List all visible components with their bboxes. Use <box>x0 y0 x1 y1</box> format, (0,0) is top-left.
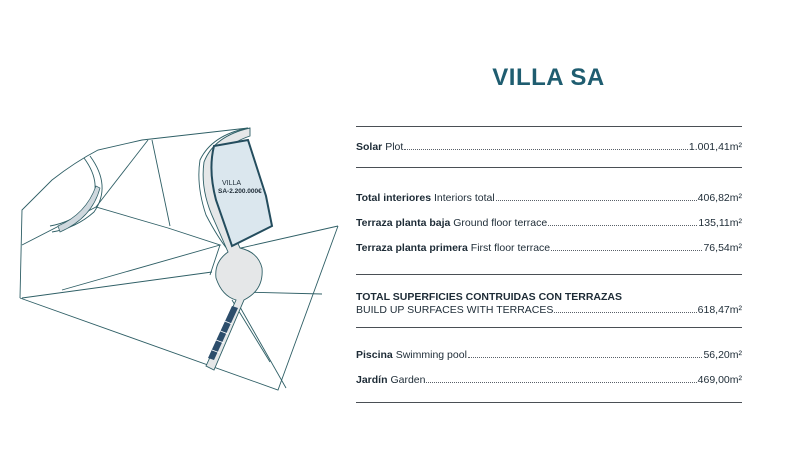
row-label: Terraza planta primera <box>356 242 468 254</box>
total-value: 618,47m² <box>697 304 742 316</box>
row-label: Piscina <box>356 349 393 361</box>
divider <box>356 327 742 328</box>
row-label: Jardín <box>356 374 388 386</box>
row-piscina <box>356 345 742 361</box>
total-label-en: BUILD UP SURFACES WITH TERRACES <box>356 304 554 316</box>
row-label-en: Garden <box>390 374 426 386</box>
row-label: Terraza planta baja <box>356 217 451 229</box>
row-value: 406,82m² <box>697 192 742 204</box>
pool-strip <box>208 306 238 360</box>
row-value: 469,00m² <box>697 374 742 386</box>
row-interiores <box>356 188 742 204</box>
total-heading: TOTAL SUPERFICIES CONTRUIDAS CON TERRAZAS <box>356 291 623 303</box>
row-label: Solar <box>356 141 383 153</box>
row-solar <box>356 137 742 153</box>
villa-price-label: SA-2.200.000€ <box>218 188 262 195</box>
divider <box>356 126 742 127</box>
row-label-en: First floor terrace <box>470 242 551 254</box>
row-value: 76,54m² <box>703 242 742 254</box>
site-plan <box>0 0 350 463</box>
page-title: VILLA SA <box>492 64 605 91</box>
divider <box>356 167 742 168</box>
row-label-en: Interiors total <box>434 192 495 204</box>
row-value: 56,20m² <box>703 349 742 361</box>
row-jardin <box>356 370 742 386</box>
landscape-feature <box>58 186 100 232</box>
row-terraza-primera <box>356 238 742 254</box>
divider <box>356 402 742 403</box>
row-total <box>356 300 742 316</box>
row-label: Total interiores <box>356 192 432 204</box>
row-value: 1.001,41m² <box>688 141 742 153</box>
row-label-en: Ground floor terrace <box>453 217 548 229</box>
row-value: 135,11m² <box>698 217 742 229</box>
row-label-en: Swimming pool <box>395 349 467 361</box>
row-terraza-baja <box>356 213 742 229</box>
villa-label: VILLA <box>222 180 242 187</box>
development-boundary <box>20 128 338 390</box>
divider <box>356 274 742 275</box>
row-label-en: Plot <box>385 141 404 153</box>
